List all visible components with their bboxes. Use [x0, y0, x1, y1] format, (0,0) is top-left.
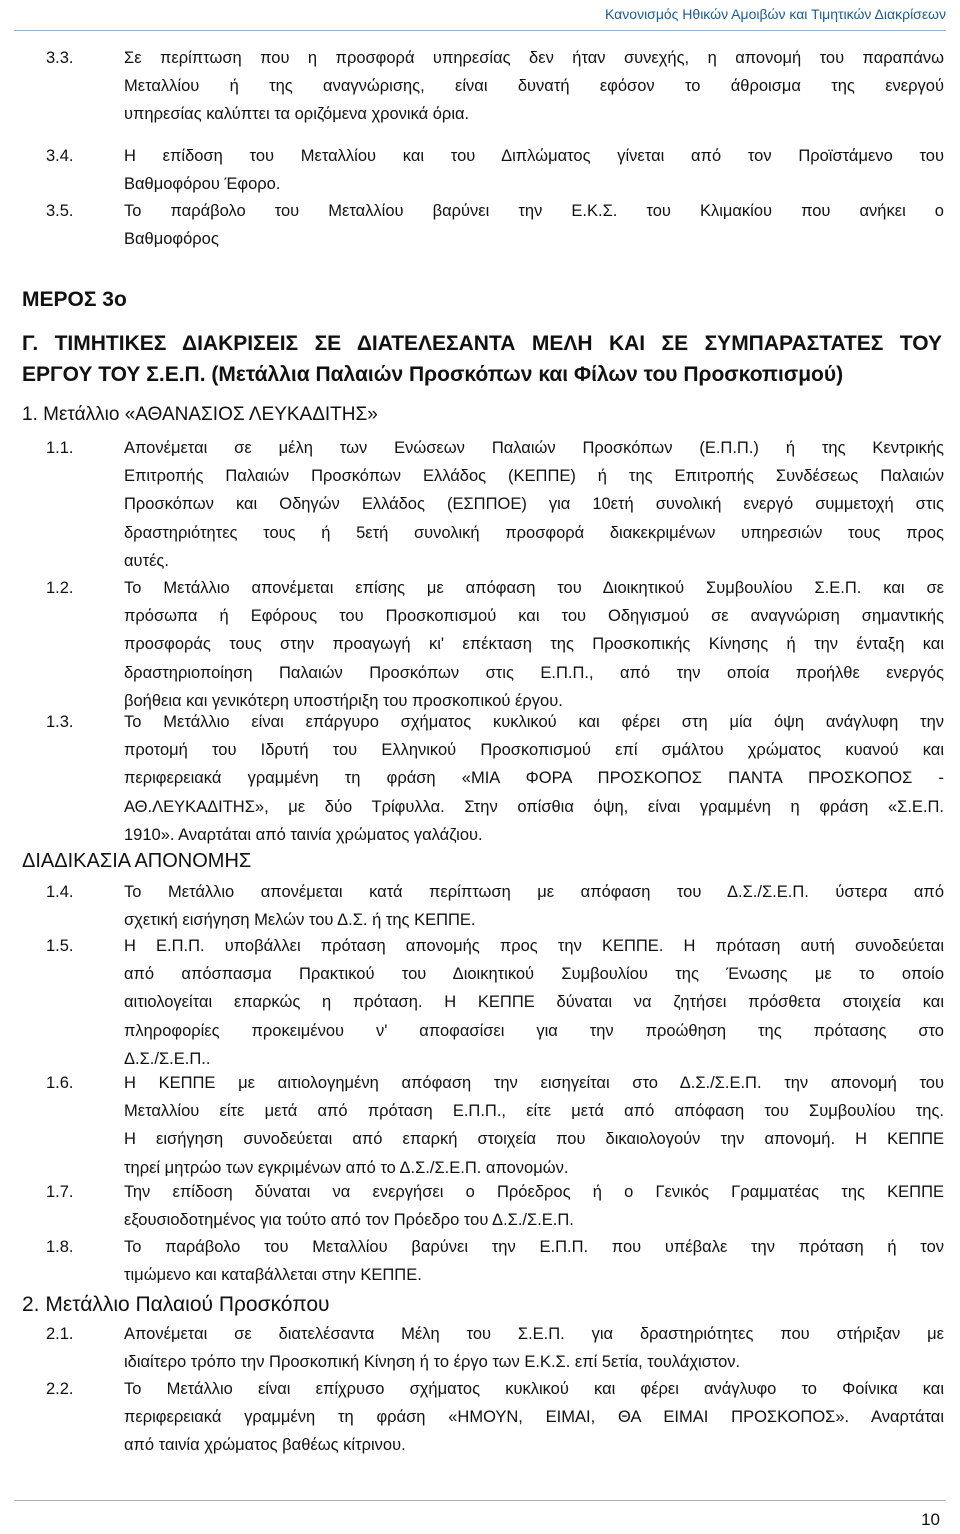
clause-number: 3.5.	[46, 202, 74, 220]
chapter-title: Γ. ΤΙΜΗΤΙΚΕΣ ΔΙΑΚΡΙΣΕΙΣ ΣΕ ΔΙΑΤΕΛΕΣΑΝΤΑ ΜΕΛΗ ΚΑΙ ΣΕ ΣΥΜΠΑΡΑΣΤΑΤΕΣ ΤΟΥ ΕΡΓΟΥ ΤΟΥ Σ.Ε.Π. (Μετάλλια Παλαιών Προσκόπων και Φίλων του Προσκοπισμού)	[22, 332, 942, 386]
medal-2-title: 2. Μετάλλιο Παλαιού Προσκόπου	[22, 1293, 330, 1316]
clause-text: Το Μετάλλιο απονέμεται επίσης με απόφαση του Διοικητικού Συμβουλίου Σ.Ε.Π. και σε πρόσωπα ή Εφόρους του Προσκοπισμού και του Οδηγισμού σε αναγνώριση σημαντικής προσφοράς τους στην προαγωγή κι' επέκταση της Προσκοπικής Κίνησης ή την ένταξη και δραστηριοποίηση Παλαιών Προσκόπων στις Ε.Π.Π., από την οποία προήλθε ενεργός βοήθεια και γενικότερη υποστήριξη του προσκοπικού έργου.	[124, 579, 944, 710]
clause-text: Την επίδοση δύναται να ενεργήσει ο Πρόεδρος ή ο Γενικός Γραμματέας της ΚΕΠΠΕ εξουσιοδοτημένος για τούτο από τον Πρόεδρο του Δ.Σ./Σ.Ε.Π.	[124, 1183, 944, 1230]
part-heading: ΜΕΡΟΣ 3ο	[22, 288, 127, 311]
clause-number: 2.2.	[46, 1380, 74, 1398]
clause-number: 2.1.	[46, 1325, 74, 1343]
clause-number: 3.3.	[46, 49, 74, 67]
header-rule	[14, 30, 946, 31]
running-header: Κανονισμός Ηθικών Αμοιβών και Τιμητικών Διακρίσεων	[605, 6, 946, 22]
clause-text: Το παράβολο του Μεταλλίου βαρύνει την Ε.Π.Π. που υπέβαλε την πρόταση ή τον τιμώμενο και καταβάλλεται στην ΚΕΠΠΕ.	[124, 1238, 944, 1285]
clause-number: 1.6.	[46, 1074, 74, 1092]
clause-number: 1.1.	[46, 439, 74, 457]
clause-text: Το Μετάλλιο είναι επάργυρο σχήματος κυκλικού και φέρει στη μία όψη ανάγλυφη την προτομή του Ιδρυτή του Ελληνικού Προσκοπισμού επί σμάλτου χρώματος κυανού και περιφερειακά γραμμένη τη φράση «ΜΙΑ ΦΟΡΑ ΠΡΟΣΚΟΠΟΣ ΠΑΝΤΑ ΠΡΟΣΚΟΠΟΣ - ΑΘ.ΛΕΥΚΑΔΙΤΗΣ», με δύο Τρίφυλλα. Στην οπίσθια όψη, είναι γραμμένη η φράση «Σ.Ε.Π. 1910». Αναρτάται από ταινία χρώματος γαλάζιου.	[124, 713, 944, 844]
clause-number: 1.3.	[46, 713, 74, 731]
clause-number: 1.2.	[46, 579, 74, 597]
procedure-heading: ΔΙΑΔΙΚΑΣΙΑ ΑΠΟΝΟΜΗΣ	[22, 850, 252, 872]
clause-text: Η ΚΕΠΠΕ με αιτιολογημένη απόφαση την εισηγείται στο Δ.Σ./Σ.Ε.Π. την απονομή του Μεταλλίου είτε μετά από πρόταση Ε.Π.Π., είτε μετά από απόφαση του Συμβουλίου της. Η εισήγηση συνοδεύεται από επαρκή στοιχεία που δικαιολογούν την απονομή. Η ΚΕΠΠΕ τηρεί μητρώο των εγκριμένων από το Δ.Σ./Σ.Ε.Π. απονομών.	[124, 1074, 944, 1177]
clause-text: Σε περίπτωση που η προσφορά υπηρεσίας δεν ήταν συνεχής, η απονομή του παραπάνω Μεταλλίου ή της αναγνώρισης, είναι δυνατή εφόσον το άθροισμα της ενεργού υπηρεσίας καλύπτει τα οριζόμενα χρονικά όρια.	[124, 49, 944, 124]
clause-text: Η επίδοση του Μεταλλίου και του Διπλώματος γίνεται από τον Προϊστάμενο του Βαθμοφόρου Έφορο.	[124, 147, 944, 194]
clause-number: 1.5.	[46, 937, 74, 955]
clause-number: 1.7.	[46, 1183, 74, 1201]
clause-text: Η Ε.Π.Π. υποβάλλει πρόταση απονομής προς την ΚΕΠΠΕ. Η πρόταση αυτή συνοδεύεται από απόσπασμα Πρακτικού του Διοικητικού Συμβουλίου της Ένωσης με το οποίο αιτιολογείται επαρκώς η πρόταση. Η ΚΕΠΠΕ δύναται να ζητήσει πρόσθετα στοιχεία και πληροφορίες προκειμένου ν' αποφασίσει για την προώθηση της πρότασης στο Δ.Σ./Σ.Ε.Π..	[124, 937, 944, 1068]
clause-number: 3.4.	[46, 147, 74, 165]
clause-text: Το παράβολο του Μεταλλίου βαρύνει την Ε.Κ.Σ. του Κλιμακίου που ανήκει ο Βαθμοφόρος	[124, 202, 944, 249]
clause-text: Απονέμεται σε μέλη των Ενώσεων Παλαιών Προσκόπων (Ε.Π.Π.) ή της Κεντρικής Επιτροπής Παλαιών Προσκόπων Ελλάδος (ΚΕΠΠΕ) ή της Επιτροπής Συνδέσεως Παλαιών Προσκόπων και Οδηγών Ελλάδος (ΕΣΠΠΟΕ) για 10ετή συνολική ενεργό συμμετοχή στις δραστηριότητες τους ή 5ετή συνολική προσφορά διακεκριμένων υπηρεσιών τους προς αυτές.	[124, 439, 944, 570]
footer-rule	[14, 1500, 946, 1501]
clause-text: Το Μετάλλιο είναι επίχρυσο σχήματος κυκλικού και φέρει ανάγλυφο το Φοίνικα και περιφερειακά γραμμένη τη φράση «ΗΜΟΥΝ, ΕΙΜΑΙ, ΘΑ ΕΙΜΑΙ ΠΡΟΣΚΟΠΟΣ». Αναρτάται από ταινία χρώματος βαθέως κίτρινου.	[124, 1380, 944, 1455]
clause-number: 1.8.	[46, 1238, 74, 1256]
page-number: 10	[921, 1510, 940, 1529]
clause-text: Το Μετάλλιο απονέμεται κατά περίπτωση με απόφαση του Δ.Σ./Σ.Ε.Π. ύστερα από σχετική εισήγηση Μελών του Δ.Σ. ή της ΚΕΠΠΕ.	[124, 883, 944, 930]
clause-text: Απονέμεται σε διατελέσαντα Μέλη του Σ.Ε.Π. για δραστηριότητες που στήριξαν με ιδιαίτερο τρόπο την Προσκοπική Κίνηση ή το έργο των Ε.Κ.Σ. επί 5ετία, τουλάχιστον.	[124, 1325, 944, 1372]
clause-number: 1.4.	[46, 883, 74, 901]
medal-1-title: 1. Μετάλλιο «ΑΘΑΝΑΣΙΟΣ ΛΕΥΚΑΔΙΤΗΣ»	[22, 404, 378, 425]
